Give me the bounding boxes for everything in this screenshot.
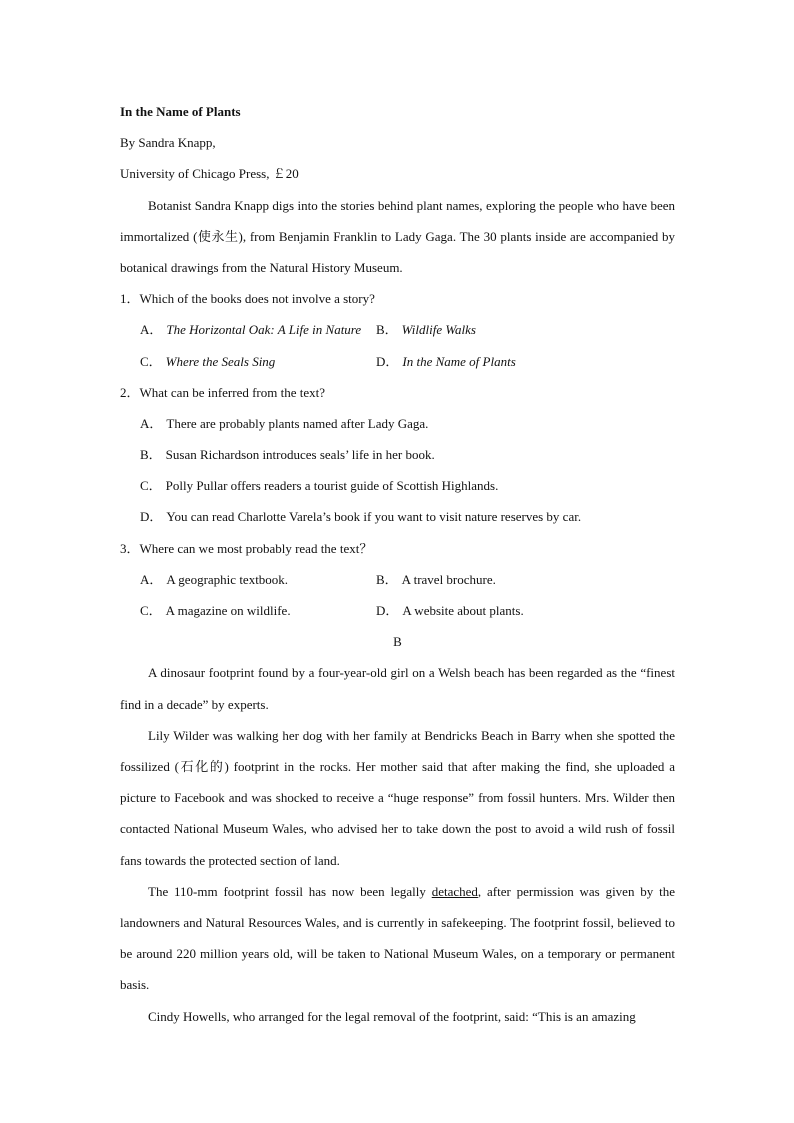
option-text: A magazine on wildlife. bbox=[165, 603, 291, 619]
option-a bbox=[120, 314, 376, 345]
option-letter: D． bbox=[376, 603, 399, 619]
option-a bbox=[120, 408, 675, 439]
question-stem: 1．Which of the books does not involve a story? bbox=[120, 291, 375, 307]
underlined-word: detached bbox=[431, 883, 478, 899]
option-c bbox=[120, 595, 376, 626]
option-text: In the Name of Plants bbox=[402, 353, 516, 369]
paragraph-text: , after permission was given by the landowners and Natural Resources Wales, and is currently in safekeeping. The footprint fossil, believed to be around 220 million years old, will be taken to National Museum Wales, on a temporary or permanent basis. bbox=[120, 883, 675, 993]
option-letter: B． bbox=[140, 447, 162, 463]
question-2 bbox=[120, 377, 675, 533]
option-text: Susan Richardson introduces seals’ life in her book. bbox=[165, 447, 435, 463]
paragraph-text: The 110-mm footprint fossil has now been legally bbox=[148, 883, 432, 899]
option-letter: B． bbox=[376, 571, 398, 587]
option-d bbox=[376, 595, 632, 626]
option-letter: B． bbox=[376, 322, 398, 338]
option-text: Wildlife Walks bbox=[401, 322, 476, 338]
option-row bbox=[120, 314, 675, 345]
option-text: You can read Charlotte Varela’s book if you want to visit nature reserves by car. bbox=[166, 509, 582, 525]
option-letter: D． bbox=[140, 509, 163, 525]
option-row bbox=[120, 346, 675, 377]
option-letter: D． bbox=[376, 353, 399, 369]
option-text: Where the Seals Sing bbox=[165, 353, 276, 369]
document-page bbox=[120, 96, 675, 1032]
book-publisher: University of Chicago Press, ￡20 bbox=[120, 166, 299, 182]
section-b-label: B bbox=[393, 634, 402, 650]
option-c bbox=[120, 470, 675, 501]
book-author: By Sandra Knapp, bbox=[120, 135, 216, 151]
option-text: There are probably plants named after Lady Gaga. bbox=[166, 415, 429, 431]
passage-paragraph-2: Lily Wilder was walking her dog with her family at Bendricks Beach in Barry when she spotted the fossilized (石化的) footprint in the rocks. Her mother said that after making the find, she uploaded a picture to Facebook and was shocked to receive a “huge response” from fossil hunters. Mrs. Wilder then contacted National Museum Wales, who advised her to take down the post to avoid a wild rush of fossil fans towards the protected section of land. bbox=[120, 727, 675, 868]
option-row bbox=[120, 564, 675, 595]
question-3 bbox=[120, 533, 675, 627]
option-letter: A． bbox=[140, 322, 163, 338]
option-b bbox=[120, 439, 675, 470]
option-letter: A． bbox=[140, 571, 163, 587]
passage-paragraph-3 bbox=[120, 876, 675, 1001]
book-title: In the Name of Plants bbox=[120, 104, 241, 119]
option-row bbox=[120, 595, 675, 626]
passage-paragraph-1: A dinosaur footprint found by a four-year-old girl on a Welsh beach has been regarded as the “finest find in a decade” by experts. bbox=[120, 665, 675, 712]
option-text: Polly Pullar offers readers a tourist guide of Scottish Highlands. bbox=[165, 478, 499, 494]
option-a bbox=[120, 564, 376, 595]
option-letter: A． bbox=[140, 415, 163, 431]
option-text: A website about plants. bbox=[402, 603, 524, 619]
option-d bbox=[376, 346, 632, 377]
option-c bbox=[120, 346, 376, 377]
question-1 bbox=[120, 283, 675, 377]
option-letter: C． bbox=[140, 478, 162, 494]
option-letter: C． bbox=[140, 603, 162, 619]
option-d bbox=[120, 501, 675, 532]
option-text: The Horizontal Oak: A Life in Nature bbox=[166, 322, 362, 338]
option-b bbox=[376, 314, 632, 345]
option-b bbox=[376, 564, 632, 595]
book-review-paragraph: Botanist Sandra Knapp digs into the stories behind plant names, exploring the people who have been immortalized (使永生), from Benjamin Franklin to Lady Gaga. The 30 plants inside are accompanied by botanical drawings from the Natural History Museum. bbox=[120, 197, 675, 275]
option-text: A travel brochure. bbox=[401, 571, 496, 587]
question-stem: 2．What can be inferred from the text? bbox=[120, 384, 326, 400]
option-letter: C． bbox=[140, 353, 162, 369]
option-text: A geographic textbook. bbox=[166, 571, 289, 587]
question-stem: 3．Where can we most probably read the text？ bbox=[120, 540, 373, 556]
passage-paragraph-4: Cindy Howells, who arranged for the legal removal of the footprint, said: “This is an amazing bbox=[148, 1008, 636, 1024]
